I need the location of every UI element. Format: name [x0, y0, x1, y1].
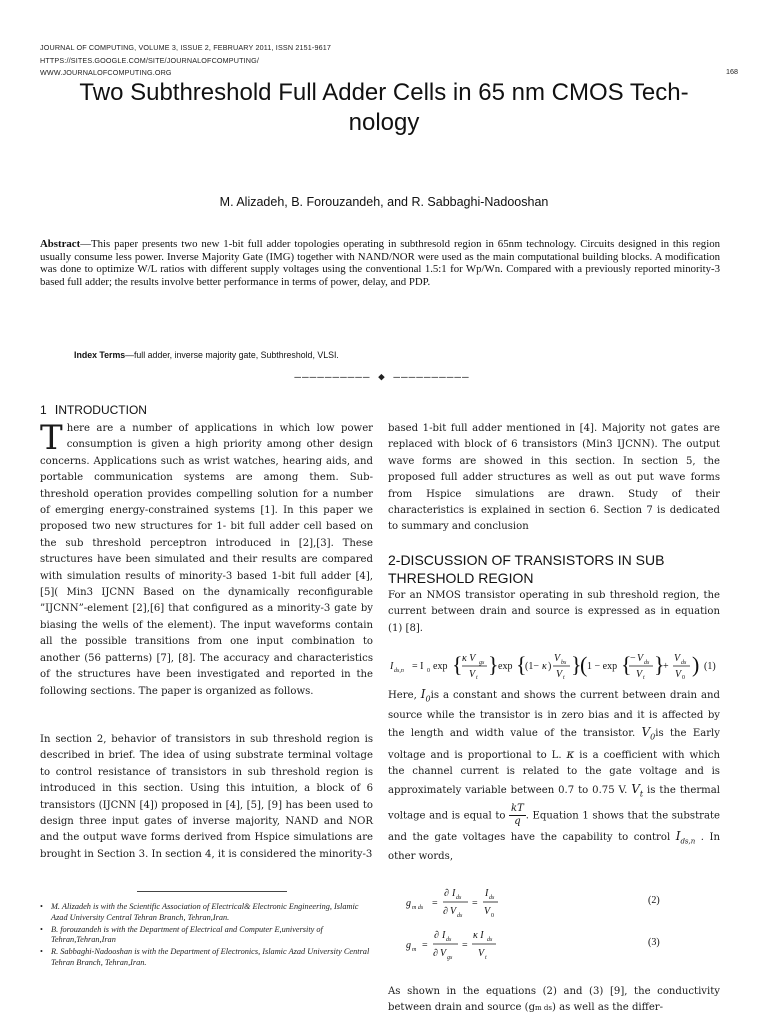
svg-text:V: V: [675, 669, 682, 680]
svg-text:I: I: [485, 888, 489, 899]
text-run: . In other words,: [388, 831, 720, 863]
abstract: [40, 238, 720, 288]
svg-text:κ: κ: [542, 661, 547, 672]
svg-text:{: {: [516, 652, 527, 677]
equation-3-number: (3): [648, 937, 660, 948]
symbol-V0: $V_0$: [641, 725, 656, 742]
svg-text:ds,n: ds,n: [394, 668, 404, 674]
symbol-Vt: $V_t$: [631, 781, 644, 799]
equation-2-number: (2): [648, 895, 660, 906]
section-2-paragraph-1: For an NMOS transistor operating in sub threshold region, the current between drain and source is expressed as in equation (1) [8].: [388, 590, 720, 634]
equation-1: [388, 648, 720, 682]
svg-text:=: =: [462, 940, 468, 951]
equation-1-number: (1): [704, 661, 716, 672]
svg-text:0: 0: [427, 668, 430, 674]
svg-text:V: V: [554, 653, 561, 664]
journal-header: [40, 42, 740, 80]
svg-text:ds: ds: [681, 660, 687, 666]
text-run: Here,: [388, 690, 421, 701]
journal-header-line: JOURNAL OF COMPUTING, VOLUME 3, ISSUE 2, FEBRUARY 2011, ISSN 2151-9617: [40, 43, 332, 52]
author-list: M. Alizadeh, B. Forouzandeh, and R. Sabbaghi-Nadooshan: [219, 195, 549, 209]
text-run: is a constant and shows the current between drain and source while the transistor is in zero bias and it is affected by the length and width value of the transistor.: [388, 690, 721, 740]
svg-text:g: g: [406, 898, 411, 909]
journal-header-url: HTTPS://SITES.GOOGLE.COM/SITE/JOURNALOFCOMPUTING/: [40, 55, 260, 65]
footnote-item: • R. Sabbaghi-Nadooshan is with the Department of Electronics, Islamic Azad University Central Tehran Branch, Tehran,Iran.: [40, 947, 373, 969]
svg-text:κ I: κ I: [473, 930, 484, 941]
svg-text:t: t: [643, 675, 645, 681]
svg-text:+: +: [663, 661, 669, 672]
svg-text:∂: ∂: [443, 906, 448, 917]
svg-text:}: }: [488, 652, 499, 677]
section-2-paragraph-3: [388, 984, 720, 1017]
svg-text:t: t: [563, 675, 565, 681]
svg-text:(1−: (1−: [525, 661, 539, 672]
svg-text:}: }: [571, 652, 582, 677]
index-terms: [74, 350, 714, 360]
footnote-item: • M. Alizadeh is with the Scientific Association of Electrical& Electronic Engineering, Islamic Azad University Central Tehran Branch, Tehran,Iran.: [40, 902, 373, 924]
svg-text:exp: exp: [498, 661, 513, 672]
svg-text:gs: gs: [479, 660, 485, 666]
svg-text:0: 0: [491, 913, 494, 919]
intro-paragraph-2: In section 2, behavior of transistors in sub threshold region is described in brief. The idea of using substrate terminal voltage to control resistance of transistors in sub threshold region is introduced in this section. Using this intuition, a block of 6 transistors (IJCNN [4]) proposed in [4], [5], [9] has been used to design three input gates of inverse majority, NAND and NOR and the output wave forms derived from Hspice simulations are brought in Section 3. In section 4, it is considered the minority-3: [40, 734, 373, 860]
svg-text:∂: ∂: [433, 948, 438, 959]
paper-title: [40, 78, 728, 138]
svg-text:= I: = I: [412, 661, 424, 672]
svg-text:−: −: [630, 653, 636, 664]
svg-text:(: (: [580, 652, 588, 677]
svg-text:=: =: [422, 940, 428, 951]
svg-text:κ V: κ V: [462, 653, 476, 664]
footnotes: [40, 902, 373, 970]
svg-text:I: I: [452, 888, 456, 899]
svg-text:ds: ds: [489, 895, 495, 901]
text-run: As shown in the equations (2) and (3) [9], the conductivity between drain and source (g: [388, 986, 720, 1014]
svg-text:): ): [548, 661, 552, 672]
equation-1-graphic: [388, 648, 720, 682]
svg-text:}: }: [654, 652, 665, 677]
symbol-gmds: m ds: [535, 1004, 552, 1013]
svg-text:V: V: [636, 669, 643, 680]
svg-text:ds: ds: [487, 937, 493, 943]
section-2-heading: 2-DISCUSSION OF TRANSISTORS IN SUB THRESHOLD REGION: [388, 552, 665, 586]
svg-text:t: t: [485, 955, 487, 961]
journal-header-site: WWW.JOURNALOFCOMPUTING.ORG: [40, 68, 172, 77]
text-run: is the thermal voltage and is equal to: [388, 784, 720, 822]
equation-3: [388, 924, 720, 964]
text-run: is the Early voltage and is proportional to L.: [388, 728, 720, 761]
title-line-2: nology: [348, 109, 420, 136]
svg-text:ds: ds: [446, 937, 452, 943]
intro-paragraph-1: [40, 418, 373, 700]
section-divider: —————————— ◆ ——————————: [294, 370, 470, 383]
svg-text:=: =: [472, 898, 478, 909]
abstract-label: Abstract: [40, 238, 81, 250]
svg-text:V: V: [469, 669, 476, 680]
text-run: is a coefficient with which the channel current is related to the gate voltage and is approximately variable between 0.7 to 0.75 V.: [388, 750, 720, 796]
footnote-item: • B. forouzandeh is with the Department of Electrical and Computer E,university of Tehran,Tehran,Iran: [40, 925, 373, 947]
svg-text:∂: ∂: [434, 930, 439, 941]
svg-text:bs: bs: [561, 660, 567, 666]
symbol-kappa: κ: [566, 747, 575, 761]
svg-text:m ds: m ds: [412, 905, 424, 911]
heading-rest: NTRODUCTION: [58, 403, 147, 417]
page-number: 168: [726, 67, 738, 76]
svg-text:V: V: [450, 906, 457, 917]
equation-3-graphic: [388, 924, 720, 964]
svg-text:ds: ds: [644, 660, 650, 666]
text-run: . Equation 1 shows that the substrate and the gate voltages have the capability to control: [388, 810, 720, 843]
svg-text:∂: ∂: [444, 888, 449, 899]
svg-text:=: =: [432, 898, 438, 909]
drop-cap: T: [40, 418, 63, 458]
svg-text:V: V: [478, 948, 485, 959]
equation-2-graphic: [388, 882, 720, 922]
svg-text:): ): [692, 652, 700, 677]
symbol-kT-over-q: $\frac{kT}{q}$: [511, 802, 524, 827]
svg-text:{: {: [452, 652, 463, 677]
intro-paragraph-3: based 1-bit full adder mentioned in [4]. Majority not gates are replaced with block of 6 transistors (Min3 IJCNN). The output wave forms are showed in this section. In section 5, the proposed full adder structures as well as out put wave forms from Hspice simulations are drawn. Study of their characteristics is explained in section 6. Section 7 is dedicated to summary and conclusion: [388, 423, 720, 533]
svg-text:V: V: [674, 653, 681, 664]
svg-text:I: I: [390, 661, 394, 672]
svg-text:gs: gs: [447, 955, 453, 961]
svg-text:t: t: [476, 675, 478, 681]
index-terms-label: Index Terms: [74, 350, 126, 360]
heading-first-letter: I: [54, 402, 59, 417]
svg-text:V: V: [484, 906, 491, 917]
svg-text:exp: exp: [433, 661, 448, 672]
index-terms-text: —full adder, inverse majority gate, Subthreshold, VLSI.: [125, 350, 339, 360]
svg-text:g: g: [406, 940, 411, 951]
equation-2: [388, 882, 720, 922]
abstract-text: —This paper presents two new 1-bit full adder topologies operating in subthresold region in 65nm technology. Circuits designed in this region usually consume less power. Inverse Majority Gate (IMG) together with NAND/NOR were used as the main computational building blocks. A modification was done to optimize W/L ratios with different supply voltages using the conventional 1.5:1 for Wp/Wn. Compared with a previously reported minority-3 based full adder; the results involve better performance in terms of power, delay, and PDP.: [40, 238, 720, 288]
svg-text:1 − exp: 1 − exp: [587, 661, 618, 672]
svg-text:ds: ds: [456, 895, 462, 901]
footnote-separator: [137, 891, 287, 892]
svg-text:I: I: [442, 930, 446, 941]
svg-text:m: m: [412, 947, 417, 953]
section-2-paragraph-2: [388, 686, 720, 866]
title-line-1: Two Subthreshold Full Adder Cells in 65 nm CMOS Tech-: [79, 79, 689, 106]
symbol-Ids: $I_{ds,n}$: [675, 828, 696, 845]
symbol-I0: $I_0$: [420, 687, 431, 704]
intro-text-1: here are a number of applications in which low power consumption is given a high priority among other design concerns. Applications such as wrist watches, hearing aids, and portable communication systems are among them. Sub-threshold operation provides compelling solution for a number of emerging energy-constrained systems [1]. In this paper we proposed two new structures for 1- bit full adder cell based on the sub threshold perceptron introduced in [2],[3]. These structures have been simulated and their results are compared with simulation results of minority-3 based 1-bit full adder [4], [5]( Min3 IJCNN Based on the dynamically reconfigurable ”IJCNN”-element [2],[6] that configured as a minority-3 gate by biasing the wells of the element). The input waveforms contain all the possible transitions from one input combination to another (56 patterns) [7], [8]. The accuracy and characteristics of the structures have been investigated and reported in the following sections. The paper is organized as follows.: [40, 423, 373, 697]
section-1-heading: [40, 402, 147, 417]
svg-text:ds: ds: [457, 913, 463, 919]
text-run: ) as well as the differ-: [551, 1002, 664, 1014]
svg-text:{: {: [621, 652, 632, 677]
svg-text:V: V: [637, 653, 644, 664]
section-number: 1: [40, 403, 47, 417]
svg-text:V: V: [556, 669, 563, 680]
svg-text:0: 0: [682, 675, 685, 681]
svg-text:V: V: [440, 948, 447, 959]
